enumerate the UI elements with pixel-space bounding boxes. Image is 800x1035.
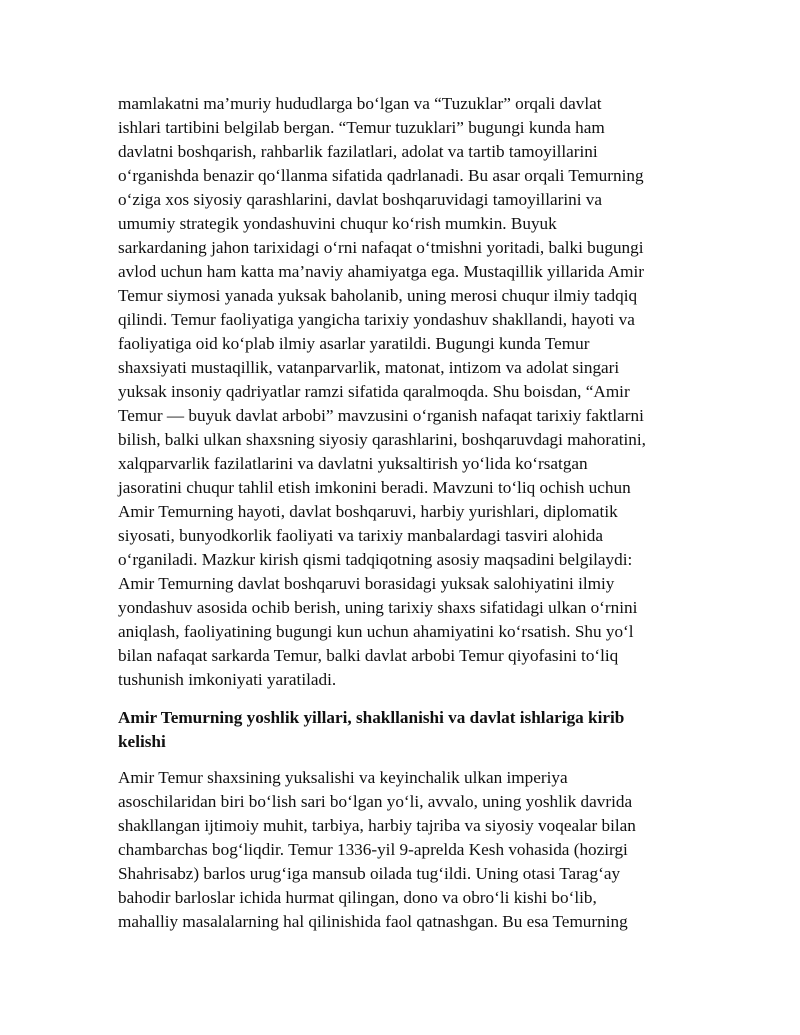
- text-line: yondashuv asosida ochib berish, uning tarixiy shaxs sifatidagi ulkan o‘rnini: [118, 598, 638, 617]
- text-line: Amir Temur shaxsining yuksalishi va keyinchalik ulkan imperiya: [118, 768, 568, 787]
- text-line: Amir Temurning hayoti, davlat boshqaruvi, harbiy yurishlari, diplomatik: [118, 502, 618, 521]
- text-line: o‘rganishda benazir qo‘llanma sifatida qadrlanadi. Bu asar orqali Temurning: [118, 166, 644, 185]
- text-line: siyosati, bunyodkorlik faoliyati va tarixiy manbalardagi tasviri alohida: [118, 526, 603, 545]
- text-line: umumiy strategik yondashuvini chuqur ko‘rish mumkin. Buyuk: [118, 214, 557, 233]
- document-page: [118, 92, 684, 934]
- text-line: o‘rganiladi. Mazkur kirish qismi tadqiqotning asosiy maqsadini belgilaydi:: [118, 550, 633, 569]
- text-line: mahalliy masalalarning hal qilinishida faol qatnashgan. Bu esa Temurning: [118, 912, 628, 931]
- text-line: davlatni boshqarish, rahbarlik fazilatlari, adolat va tartib tamoyillarini: [118, 142, 598, 161]
- text-line: Shahrisabz) barlos urug‘iga mansub oilada tug‘ildi. Uning otasi Tarag‘ay: [118, 864, 621, 883]
- text-line: jasoratini chuqur tahlil etish imkonini beradi. Mavzuni to‘liq ochish uchun: [118, 478, 631, 497]
- text-line: Amir Temurning davlat boshqaruvi borasidagi yuksak salohiyatini ilmiy: [118, 574, 615, 593]
- paragraph-section: [118, 766, 684, 934]
- text-line: qilindi. Temur faoliyatiga yangicha tarixiy yondashuv shakllandi, hayoti va: [118, 310, 635, 329]
- text-line: yuksak insoniy qadriyatlar ramzi sifatida qaralmoqda. Shu boisdan, “Amir: [118, 382, 630, 401]
- text-line: chambarchas bog‘liqdir. Temur 1336-yil 9-aprelda Kesh vohasida (hozirgi: [118, 840, 628, 859]
- text-line: mamlakatni ma’muriy hududlarga bo‘lgan va “Tuzuklar” orqali davlat: [118, 94, 602, 113]
- text-line: sarkardaning jahon tarixidagi o‘rni nafaqat o‘tmishni yoritadi, balki bugungi: [118, 238, 644, 257]
- text-line: bahodir barloslar ichida hurmat qilingan, dono va obro‘li kishi bo‘lib,: [118, 888, 597, 907]
- text-line: bilan nafaqat sarkarda Temur, balki davlat arbobi Temur qiyofasini to‘liq: [118, 646, 619, 665]
- text-line: bilish, balki ulkan shaxsning siyosiy qarashlarini, boshqaruvdagi mahoratini,: [118, 430, 646, 449]
- heading-line: Amir Temurning yoshlik yillari, shakllanishi va davlat ishlariga kirib: [118, 708, 625, 727]
- section-heading: [118, 706, 684, 754]
- text-line: faoliyatiga oid ko‘plab ilmiy asarlar yaratildi. Bugungi kunda Temur: [118, 334, 590, 353]
- text-line: Temur — buyuk davlat arbobi” mavzusini o‘rganish nafaqat tarixiy faktlarni: [118, 406, 644, 425]
- text-line: ishlari tartibini belgilab bergan. “Temur tuzuklari” bugungi kunda ham: [118, 118, 605, 137]
- heading-line: kelishi: [118, 732, 166, 751]
- paragraph-intro: [118, 92, 684, 692]
- text-line: asoschilaridan biri bo‘lish sari bo‘lgan yo‘li, avvalo, uning yoshlik davrida: [118, 792, 633, 811]
- text-line: avlod uchun ham katta ma’naviy ahamiyatga ega. Mustaqillik yillarida Amir: [118, 262, 644, 281]
- text-line: shaxsiyati mustaqillik, vatanparvarlik, matonat, intizom va adolat singari: [118, 358, 620, 377]
- text-line: xalqparvarlik fazilatlarini va davlatni yuksaltirish yo‘lida ko‘rsatgan: [118, 454, 588, 473]
- text-line: aniqlash, faoliyatining bugungi kun uchun ahamiyatini ko‘rsatish. Shu yo‘l: [118, 622, 634, 641]
- text-line: o‘ziga xos siyosiy qarashlarini, davlat boshqaruvidagi tamoyillarini va: [118, 190, 603, 209]
- text-line: tushunish imkoniyati yaratiladi.: [118, 670, 337, 689]
- text-line: shakllangan ijtimoiy muhit, tarbiya, harbiy tajriba va siyosiy voqealar bilan: [118, 816, 636, 835]
- text-line: Temur siymosi yanada yuksak baholanib, uning merosi chuqur ilmiy tadqiq: [118, 286, 638, 305]
